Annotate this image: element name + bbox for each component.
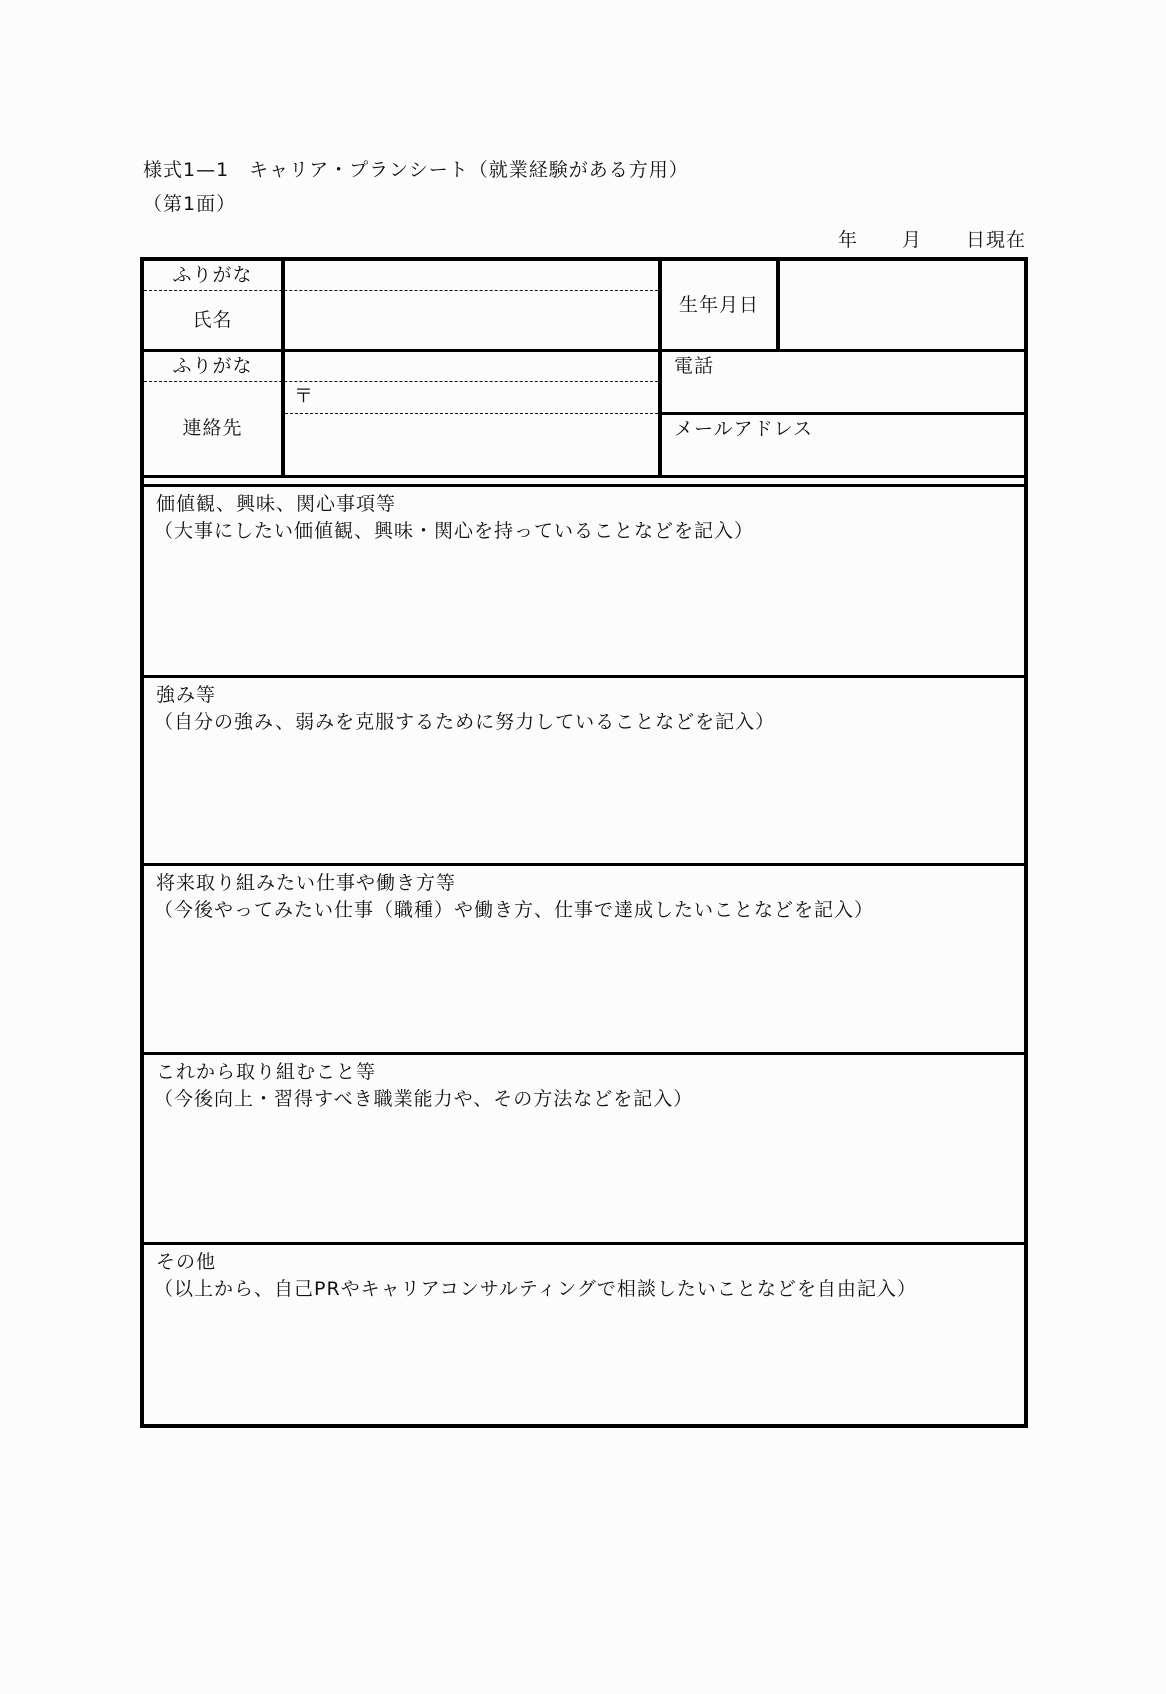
section-title: これから取り組むこと等 <box>156 1061 377 1083</box>
phone-label: 電話 <box>674 355 715 377</box>
birthdate-label: 生年月日 <box>678 294 759 316</box>
section-other <box>144 1245 1024 1424</box>
section-input[interactable] <box>144 1305 1024 1424</box>
as-of-date <box>838 229 1026 251</box>
section-title: 価値観、興味、関心事項等 <box>156 493 397 515</box>
section-input[interactable] <box>144 547 1024 675</box>
section-next-steps <box>144 1055 1024 1242</box>
section-input[interactable] <box>144 926 1024 1052</box>
section-input[interactable] <box>144 1115 1024 1242</box>
section-input[interactable] <box>144 738 1024 863</box>
date-year-label: 年 <box>837 229 858 251</box>
page-indicator: （第1面） <box>143 193 237 215</box>
email-field[interactable] <box>662 415 1024 475</box>
birthdate-field[interactable] <box>780 261 1024 349</box>
divider-top-block-bottom <box>144 475 1024 478</box>
name-field[interactable] <box>285 292 658 349</box>
date-month-label: 月 <box>901 229 922 251</box>
section-values-interests <box>144 487 1024 675</box>
postal-mark: 〒 <box>294 385 315 407</box>
section-strengths <box>144 678 1024 863</box>
name-furigana-field[interactable] <box>285 261 658 290</box>
section-future-work <box>144 866 1024 1052</box>
section-hint: （大事にしたい価値観、興味・関心を持っていることなどを記入） <box>154 520 755 542</box>
contact-label: 連絡先 <box>182 417 243 439</box>
dashed-postal-address <box>285 413 658 414</box>
section-hint: （自分の強み、弱みを克服するために努力していることなどを記入） <box>154 711 776 733</box>
furigana-label-contact: ふりがな <box>172 355 253 377</box>
career-plan-form <box>140 257 1028 1428</box>
email-label: メールアドレス <box>674 418 814 440</box>
section-hint: （以上から、自己PRやキャリアコンサルティングで相談したいことなどを自由記入） <box>154 1278 917 1300</box>
section-hint: （今後向上・習得すべき職業能力や、その方法などを記入） <box>154 1088 694 1110</box>
section-title: 強み等 <box>156 684 217 706</box>
furigana-label-name: ふりがな <box>172 264 253 286</box>
form-title: 様式1—1 キャリア・プランシート（就業経験がある方用） <box>143 159 689 181</box>
phone-field[interactable] <box>662 352 1024 412</box>
address-field[interactable] <box>285 415 658 475</box>
section-title: その他 <box>156 1251 217 1273</box>
dashed-furigana-contact <box>144 381 658 382</box>
section-title: 将来取り組みたい仕事や働き方等 <box>156 872 457 894</box>
section-hint: （今後やってみたい仕事（職種）や働き方、仕事で達成したいことなどを記入） <box>154 899 875 921</box>
postal-code-field[interactable] <box>324 383 658 413</box>
address-furigana-field[interactable] <box>285 352 658 381</box>
date-day-label: 日現在 <box>965 229 1026 251</box>
dashed-furigana-name <box>144 290 658 291</box>
name-label: 氏名 <box>192 309 233 331</box>
